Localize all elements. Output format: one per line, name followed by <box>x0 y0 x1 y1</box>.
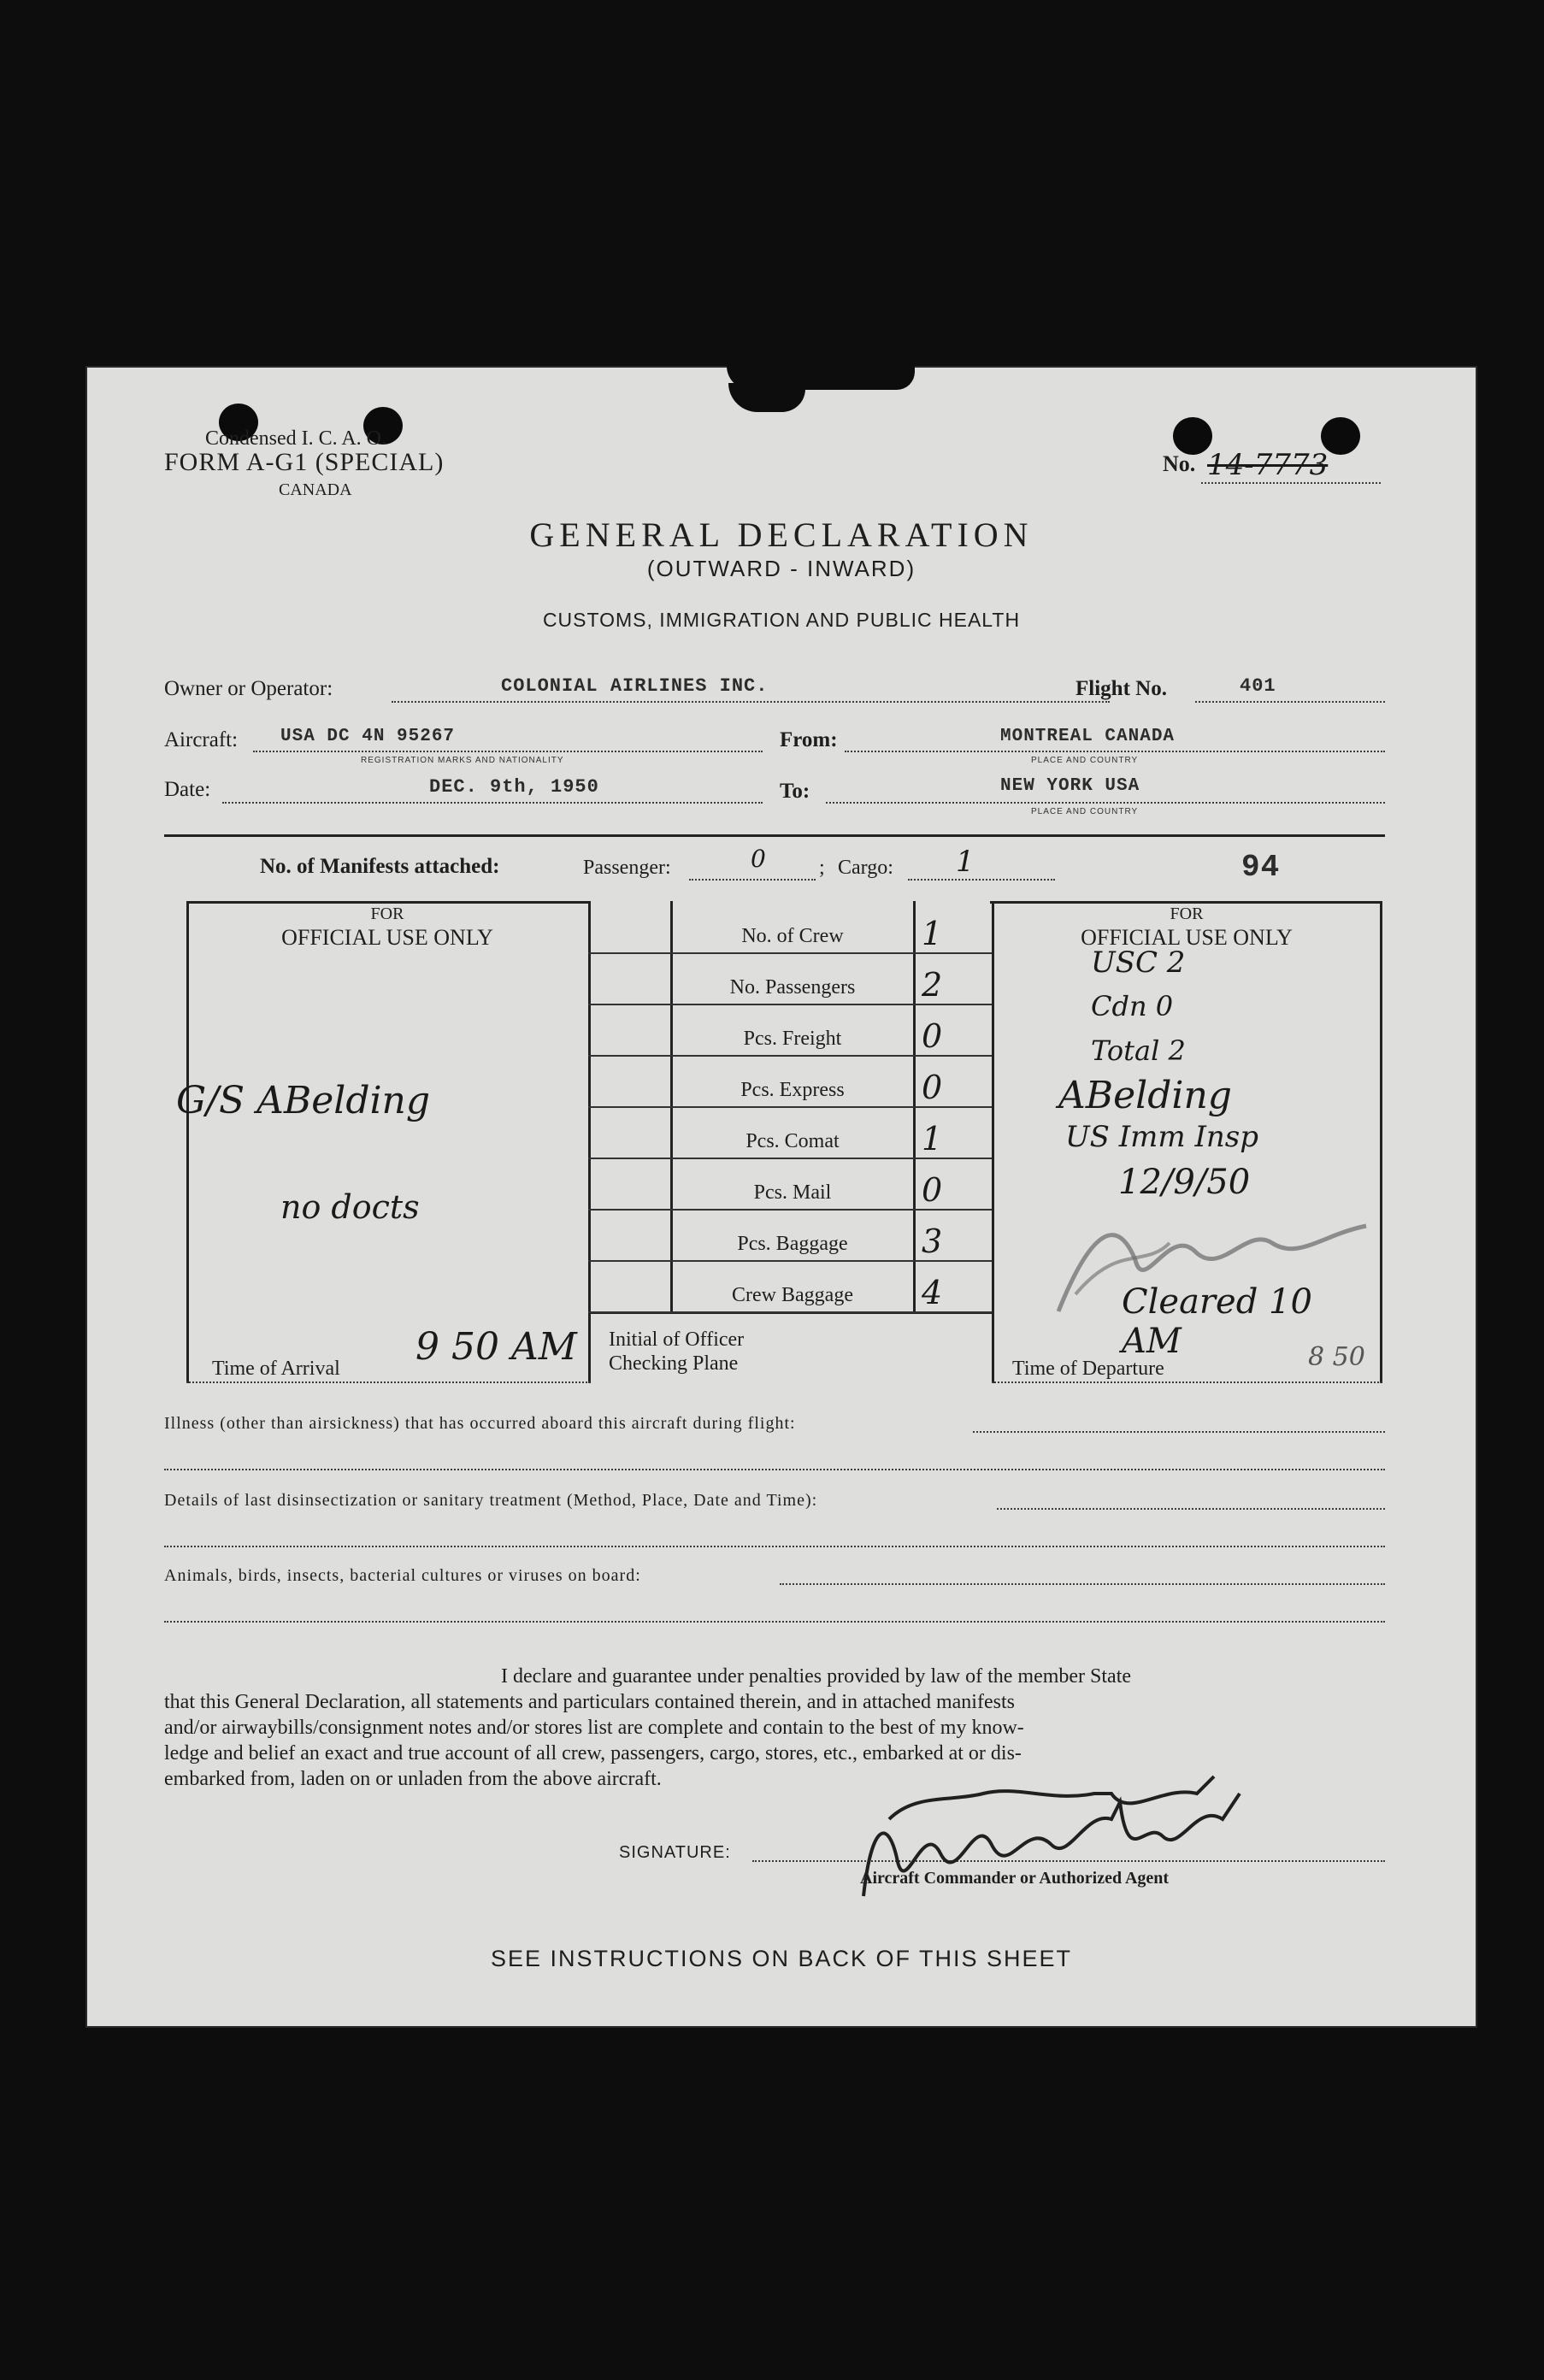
row-label: Pcs. Mail <box>753 1181 832 1204</box>
right-note-officer: ABelding <box>1058 1074 1232 1117</box>
row-label: Pcs. Baggage <box>737 1233 848 1255</box>
row-value: 0 <box>922 1171 943 1209</box>
bottom-right-line <box>992 1381 1382 1383</box>
commander-signature <box>838 1768 1282 1930</box>
owner-line <box>392 701 1110 703</box>
animals-label: Animals, birds, insects, bacterial cultures or viruses on board: <box>164 1566 641 1585</box>
left-note-officer: G/S ABelding <box>176 1079 431 1122</box>
serial-label: No. <box>1163 451 1196 476</box>
row-value: 1 <box>922 1120 943 1158</box>
row-value: 0 <box>922 1069 943 1106</box>
flight-value: 401 <box>1240 675 1276 697</box>
initial-label-2: Checking Plane <box>609 1352 739 1375</box>
animals-line-1 <box>780 1583 1385 1585</box>
stamp-number: 94 <box>1241 850 1281 885</box>
passenger-value: 0 <box>751 845 766 873</box>
signature-label: SIGNATURE: <box>619 1843 731 1862</box>
from-caption: PLACE AND COUNTRY <box>1031 756 1139 765</box>
to-label: To: <box>780 780 810 803</box>
row-rule <box>588 1209 992 1211</box>
row-label: Pcs. Freight <box>743 1028 842 1050</box>
passenger-line <box>689 879 816 881</box>
disinsect-line-2 <box>164 1546 1385 1547</box>
row-value: 2 <box>922 966 943 1004</box>
from-label: From: <box>780 728 838 751</box>
right-note-inspector: US Imm Insp <box>1065 1120 1259 1154</box>
cargo-value: 1 <box>956 845 975 879</box>
left-note-docs: no docts <box>280 1188 420 1226</box>
row-value: 1 <box>922 915 943 952</box>
cargo-line <box>908 879 1055 881</box>
departure-label: Time of Departure <box>1012 1358 1164 1380</box>
right-note-total: Total 2 <box>1091 1034 1186 1067</box>
owner-value: COLONIAL AIRLINES INC. <box>501 675 769 697</box>
arrival-value: 9 50 AM <box>415 1325 577 1369</box>
disinsect-label: Details of last disinsectization or sanitary treatment (Method, Place, Date and Time): <box>164 1491 818 1510</box>
right-note-date: 12/9/50 <box>1118 1163 1251 1202</box>
to-value: NEW YORK USA <box>1000 776 1140 796</box>
form-subtitle: (OUTWARD - INWARD) <box>646 556 916 581</box>
row-value: 0 <box>922 1017 943 1055</box>
right-note-cdn: Cdn 0 <box>1091 990 1174 1022</box>
form-number: FORM A-G1 (SPECIAL) <box>164 448 445 476</box>
declaration-line-1: I declare and guarantee under penalties provided by law of the member State <box>501 1665 1132 1688</box>
condensed-caption: Condensed I. C. A. O. <box>205 427 386 450</box>
disinsect-line-1 <box>997 1508 1385 1510</box>
to-line <box>826 802 1385 804</box>
row-rule <box>588 1260 992 1262</box>
from-value: MONTREAL CANADA <box>1000 727 1176 746</box>
date-value: DEC. 9th, 1950 <box>429 776 599 798</box>
departure-value: 8 50 <box>1308 1342 1365 1372</box>
aircraft-caption: REGISTRATION MARKS AND NATIONALITY <box>361 756 564 765</box>
left-official-heading: OFFICIAL USE ONLY <box>281 925 493 950</box>
declaration-line-3: and/or airwaybills/consignment notes and/or stores list are complete and contain to the best of my know- <box>164 1717 1024 1739</box>
row-label: Crew Baggage <box>732 1284 853 1306</box>
row-label: No. of Crew <box>741 925 844 947</box>
illness-line-1 <box>973 1431 1385 1433</box>
declaration-line-5: embarked from, laden on or unladen from the above aircraft. <box>164 1768 662 1790</box>
passenger-label: Passenger: <box>583 857 671 879</box>
owner-label: Owner or Operator: <box>164 677 333 700</box>
form-country: CANADA <box>279 480 352 499</box>
torn-edge <box>728 383 805 412</box>
row-label: No. Passengers <box>729 976 856 999</box>
right-for: FOR <box>1170 904 1204 923</box>
manifests-label: No. of Manifests attached: <box>260 855 500 878</box>
declaration-line-2: that this General Declaration, all statements and particulars contained therein, and in attached manifests <box>164 1691 1015 1713</box>
flight-line <box>1195 701 1385 703</box>
serial-underline <box>1201 482 1381 484</box>
form-heading: CUSTOMS, IMMIGRATION AND PUBLIC HEALTH <box>542 609 1021 631</box>
header-divider <box>164 834 1385 837</box>
row-value: 4 <box>922 1274 943 1311</box>
right-note-usc: USC 2 <box>1091 946 1186 980</box>
row-rule <box>588 1004 992 1005</box>
cargo-label: Cargo: <box>838 857 893 879</box>
date-label: Date: <box>164 778 211 801</box>
row-rule <box>588 1106 992 1108</box>
aircraft-label: Aircraft: <box>164 728 239 751</box>
row-value: 3 <box>922 1222 943 1260</box>
row-label: Pcs. Comat <box>745 1130 840 1152</box>
aircraft-value: USA DC 4N 95267 <box>280 727 456 746</box>
to-caption: PLACE AND COUNTRY <box>1031 807 1139 816</box>
animals-line-2 <box>164 1621 1385 1623</box>
row-rule <box>588 1158 992 1159</box>
row-rule <box>588 1311 992 1313</box>
right-note-cleared: Cleared 10 AM <box>1122 1282 1312 1361</box>
right-official-heading: OFFICIAL USE ONLY <box>1081 925 1293 950</box>
arrival-label: Time of Arrival <box>212 1358 340 1380</box>
initial-label-1: Initial of Officer <box>609 1328 745 1351</box>
signer-caption: Aircraft Commander or Authorized Agent <box>860 1869 1170 1888</box>
form-title: GENERAL DECLARATION <box>529 515 1034 554</box>
serial-value: 14-7773 <box>1207 448 1329 482</box>
row-rule <box>588 1055 992 1057</box>
illness-label: Illness (other than airsickness) that has occurred aboard this aircraft during flight: <box>164 1414 796 1433</box>
left-for: FOR <box>370 904 404 923</box>
bottom-left-line <box>186 1381 590 1383</box>
illness-line-2 <box>164 1469 1385 1470</box>
form-sheet <box>85 366 1477 2028</box>
declaration-line-4: ledge and belief an exact and true account of all crew, passengers, cargo, stores, etc., embarked at or dis- <box>164 1742 1022 1764</box>
row-rule <box>588 952 992 954</box>
from-line <box>845 751 1385 752</box>
manifests-separator: ; <box>819 857 825 879</box>
footer-instructions: SEE INSTRUCTIONS ON BACK OF THIS SHEET <box>490 1946 1073 1971</box>
row-label: Pcs. Express <box>740 1079 845 1101</box>
official-use-table <box>176 901 1382 1383</box>
flight-label: Flight No. <box>1075 677 1167 700</box>
stamp-signature <box>1041 1192 1383 1328</box>
date-line <box>222 802 763 804</box>
aircraft-line <box>253 751 763 752</box>
